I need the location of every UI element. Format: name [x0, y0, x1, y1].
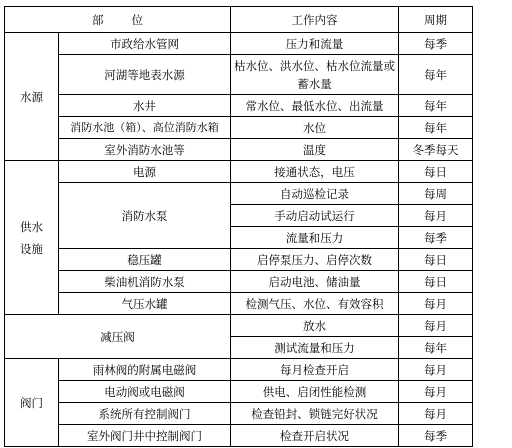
- period-cell: 每年: [399, 117, 473, 139]
- group-water-source: 水源: [5, 33, 59, 161]
- content-cell: 检查开启状况: [231, 425, 399, 447]
- content-cell: 每月检查开启: [231, 359, 399, 381]
- period-cell: 每日: [399, 161, 473, 183]
- table-row: [5, 33, 473, 55]
- period-cell: 每年: [399, 55, 473, 95]
- item-cell: 稳压罐: [59, 249, 231, 271]
- period-cell: 每月: [399, 205, 473, 227]
- item-cell: 室外阀门井中控制阀门: [59, 425, 231, 447]
- table-row: [5, 117, 473, 139]
- group-valves: 阀门: [5, 359, 59, 447]
- item-cell: 消防水泵: [59, 183, 231, 249]
- table-row: [5, 425, 473, 447]
- content-cell: 检查铅封、锁链完好状况: [231, 403, 399, 425]
- period-cell: 每月: [399, 315, 473, 337]
- content-cell: 启停泵压力、启停次数: [231, 249, 399, 271]
- item-cell: 室外消防水池等: [59, 139, 231, 161]
- item-cell: 气压水罐: [59, 293, 231, 315]
- group-pressure-reducing-valve: 减压阀: [5, 315, 231, 359]
- item-cell: 系统所有控制阀门: [59, 403, 231, 425]
- group-water-supply: [5, 161, 59, 315]
- table-row: [5, 293, 473, 315]
- content-cell: 接通状态，电压: [231, 161, 399, 183]
- item-cell: 电源: [59, 161, 231, 183]
- item-cell: 市政给水管网: [59, 33, 231, 55]
- table-row: [5, 161, 473, 183]
- header-part-char-1: 部: [92, 12, 104, 27]
- table-row: [5, 139, 473, 161]
- table-row: [5, 315, 473, 337]
- content-cell: 常水位、最低水位、出流量: [231, 95, 399, 117]
- table-row: [5, 271, 473, 293]
- table-row: [5, 249, 473, 271]
- content-cell: 供电、启闭性能检测: [231, 381, 399, 403]
- table-row: [5, 55, 473, 95]
- item-cell: 消防水池（箱）、高位消防水箱: [59, 117, 231, 139]
- item-cell: 河湖等地表水源: [59, 55, 231, 95]
- period-cell: 每季: [399, 425, 473, 447]
- content-cell: 启动电池、储油量: [231, 271, 399, 293]
- table-row: [5, 95, 473, 117]
- content-cell: 压力和流量: [231, 33, 399, 55]
- content-cell: 检测气压、水位、有效容积: [231, 293, 399, 315]
- content-cell: 自动巡检记录: [231, 183, 399, 205]
- content-cell: 流量和压力: [231, 227, 399, 249]
- item-cell: 柴油机消防水泵: [59, 271, 231, 293]
- table-row: [5, 183, 473, 205]
- period-cell: 每日: [399, 249, 473, 271]
- item-cell: 电动阀或电磁阀: [59, 381, 231, 403]
- item-cell: 雨林阀的附属电磁阀: [59, 359, 231, 381]
- content-cell: 手动启动试运行: [231, 205, 399, 227]
- content-cell: 温度: [231, 139, 399, 161]
- table-row: [5, 403, 473, 425]
- period-cell: 每日: [399, 271, 473, 293]
- period-cell: 每季: [399, 227, 473, 249]
- period-cell: 冬季每天: [399, 139, 473, 161]
- header-content: 工作内容: [231, 7, 399, 33]
- period-cell: 每月: [399, 359, 473, 381]
- table-row: [5, 359, 473, 381]
- maintenance-table: [4, 6, 473, 447]
- period-cell: 每年: [399, 337, 473, 359]
- period-cell: 每年: [399, 95, 473, 117]
- group-water-supply-label: 供水设施: [20, 219, 43, 256]
- header-part: [5, 7, 231, 33]
- period-cell: 每周: [399, 183, 473, 205]
- content-cell: 水位: [231, 117, 399, 139]
- content-cell: 放水: [231, 315, 399, 337]
- header-row: [5, 7, 473, 33]
- period-cell: 每月: [399, 381, 473, 403]
- period-cell: 每月: [399, 293, 473, 315]
- content-cell: 测试流量和压力: [231, 337, 399, 359]
- content-cell: 枯水位、洪水位、枯水位流量或蓄水量: [231, 55, 399, 95]
- header-period: 周期: [399, 7, 473, 33]
- item-cell: 水井: [59, 95, 231, 117]
- table-row: [5, 381, 473, 403]
- period-cell: 每月: [399, 403, 473, 425]
- period-cell: 每季: [399, 33, 473, 55]
- header-part-char-2: 位: [131, 12, 143, 27]
